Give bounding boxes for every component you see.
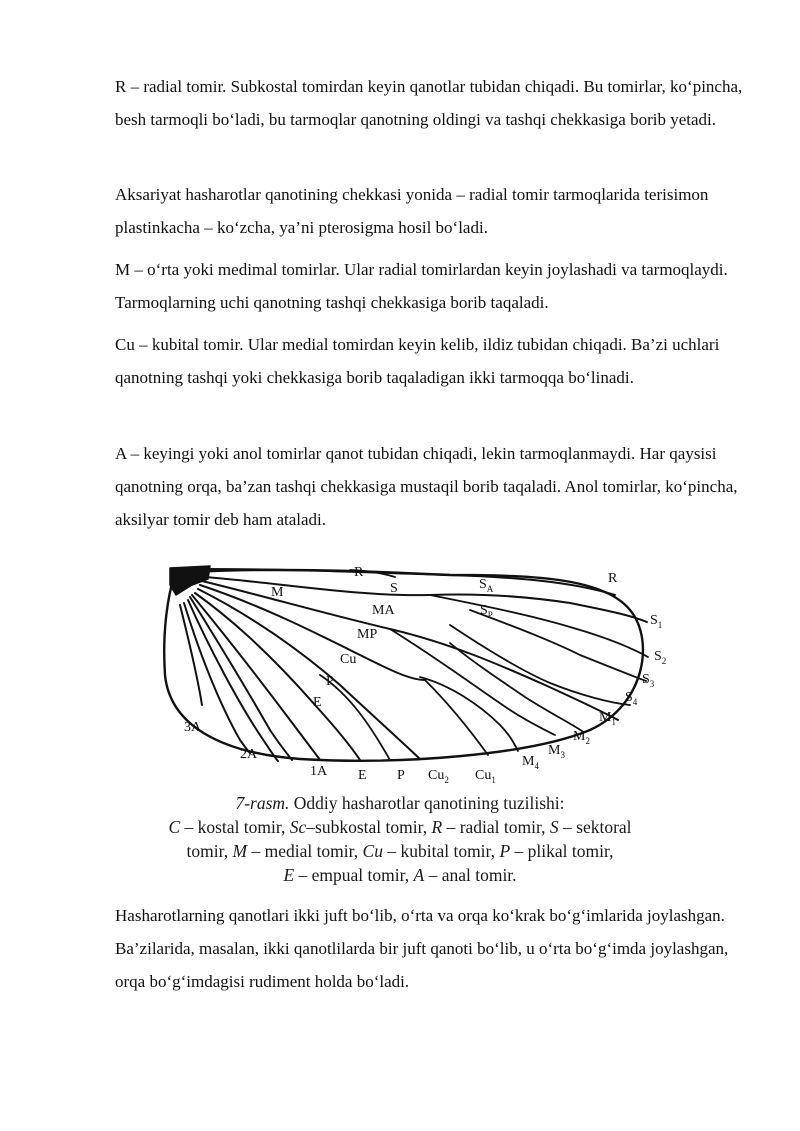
- vein-e: [190, 597, 292, 760]
- paragraph-medial-vein: M – o‘rta yoki medimal tomirlar. Ular radial tomirlardan keyin joylashadi va tarmoqlaydi. Tarmoqlarning uchi qanotning tashqi chekkasiga borib taqaladi.: [115, 260, 728, 312]
- paragraph-wing-pairs: Hasharotlarning qanotlari ikki juft bo‘lib, o‘rta va orqa ko‘krak bo‘g‘imlarida joylashgan. Ba’zilarida, masalan, ikki qanotlilarda bir juft qanoti bo‘lib, u o‘rta bo‘g‘imda joylashgan, orqa bo‘g‘imdagisi rudiment holda bo‘ladi.: [115, 906, 729, 991]
- label-r-top: R: [354, 565, 364, 580]
- label-2a: 2A: [240, 747, 258, 762]
- label-e-bottom: E: [358, 768, 367, 783]
- label-m: M: [271, 585, 284, 600]
- figure-caption-title: 7-rasm. Oddiy hasharotlar qanotining tuzilishi:: [235, 793, 565, 813]
- label-e: E: [313, 695, 322, 710]
- label-p-bottom: P: [397, 768, 405, 783]
- figure-number: 7-rasm.: [235, 793, 290, 813]
- paragraph-radial-vein: R – radial tomir. Subkostal tomirdan keyin qanotlar tubidan chiqadi. Bu tomirlar, ko‘pincha, besh tarmoqli bo‘ladi, bu tarmoqlar qanotning oldingi va tashqi chekkasiga borib yetadi.: [115, 77, 743, 129]
- label-s4: $S_4$: [625, 690, 638, 707]
- label-p: P: [326, 674, 334, 689]
- label-cu1: $Cu_1$: [475, 768, 496, 785]
- label-m1: $M_1$: [599, 710, 616, 727]
- label-r-right: R: [608, 571, 618, 586]
- insect-wing-diagram: [150, 555, 680, 795]
- label-cu: Cu: [340, 652, 357, 667]
- paragraph-pterostigma: Aksariyat hasharotlar qanotining chekkasi yonida – radial tomir tarmoqlarida terisimon plastinkacha – ko‘zcha, ya’ni pterosigma hosil bo‘ladi.: [115, 185, 709, 237]
- vein-s2: [430, 595, 648, 657]
- label-m4: $M_4$: [522, 754, 539, 771]
- figure-caption-line-2: C – kostal tomir, Sc–subkostal tomir, R – radial tomir, S – sektoral: [168, 817, 632, 837]
- label-1a: 1A: [310, 764, 328, 779]
- label-sa: $S_A$: [479, 577, 494, 594]
- paragraph-cubital-vein: Cu – kubital tomir. Ular medial tomirdan keyin kelib, ildiz tubidan chiqadi. Ba’zi uchlari qanotning tashqi yoki chekkasiga borib taqaladigan ikki tarmoqqa bo‘linadi.: [115, 335, 720, 387]
- label-s3: $S_3$: [642, 672, 655, 689]
- label-mp: MP: [357, 627, 378, 642]
- vein-r: [205, 569, 615, 595]
- vein-3a: [180, 605, 202, 705]
- label-s: S: [390, 581, 398, 596]
- vein-m1: [390, 629, 555, 735]
- paragraph-anal-vein: A – keyingi yoki anol tomirlar qanot tubidan chiqadi, lekin tarmoqlanmaydi. Har qaysisi qanotning orqa, ba’zan tashqi chekkasiga mustaqil borib taqaladi. Anol tomirlar, ko‘pincha, aksilyar tomir deb ham ataladi.: [115, 444, 738, 529]
- label-m2: $M_2$: [573, 729, 590, 746]
- vein-ma: [200, 585, 425, 680]
- vein-s3: [470, 610, 646, 681]
- vein-1a: [188, 600, 278, 761]
- label-sp: $S_P$: [480, 603, 493, 620]
- label-m3: $M_3$: [548, 743, 565, 760]
- label-s2: $S_2$: [654, 649, 667, 666]
- figure-caption-line-4: E – empual tomir, A – anal tomir.: [283, 865, 517, 885]
- vein-cu: [195, 593, 360, 760]
- figure-caption-line-3: tomir, M – medial tomir, Cu – kubital tomir, P – plikal tomir,: [186, 841, 614, 861]
- label-s1: $S_1$: [650, 613, 663, 630]
- vein-m3: [420, 677, 518, 751]
- label-3a: 3A: [184, 720, 202, 735]
- label-ma: MA: [372, 603, 395, 618]
- label-cu2: $Cu_2$: [428, 768, 449, 785]
